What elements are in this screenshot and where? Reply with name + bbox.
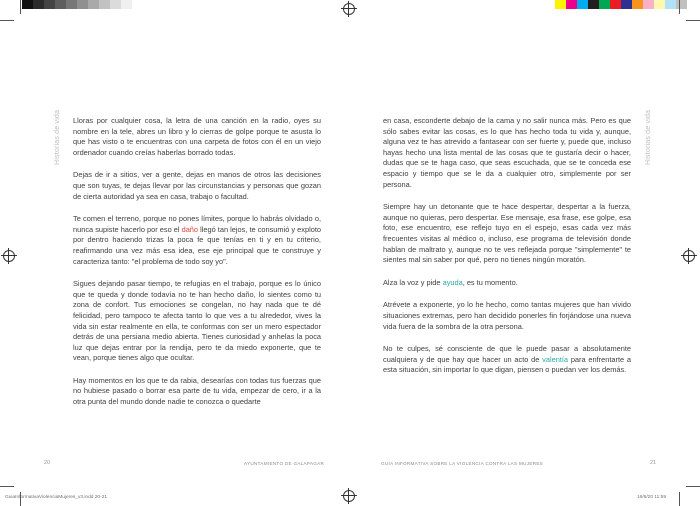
paragraph-text: para enfrentarte a esta situación, sin importar lo que digan, piensen o puedan ver los demás. xyxy=(383,354,631,375)
body-paragraph xyxy=(73,170,321,202)
paragraph-text: Alza la voz y pide xyxy=(383,277,443,287)
paragraph-text: Atrévete a exponerte, yo lo he hecho, como tantas mujeres que han vivido situaciones extremas, pero han decidido ponerles fin forjándose una nueva vida fuera de la sombra de la otra persona. xyxy=(383,300,631,331)
color-swatch xyxy=(665,0,676,9)
slug-datetime: 16/6/20 11:59 xyxy=(637,495,666,500)
gray-swatch xyxy=(33,0,44,9)
body-paragraph xyxy=(383,344,631,376)
gray-swatch xyxy=(22,0,33,9)
crop-mark xyxy=(0,20,14,21)
color-swatch xyxy=(555,0,566,9)
body-paragraph xyxy=(383,300,631,332)
gray-swatch xyxy=(44,0,55,9)
color-calibration-bar xyxy=(555,0,687,9)
crop-mark xyxy=(686,486,700,487)
color-swatch xyxy=(610,0,621,9)
crop-mark xyxy=(679,492,680,506)
body-paragraph xyxy=(73,376,321,408)
paragraph-text: llegó tan lejos, te consumió y exploto por dentro haciendo trizas la poca fe que tenías en ti y en tu criterio, reafirmando una vez más esa idea, ese eje principal que te construye y caracteriza tanto: "el problema de todo soy yo". xyxy=(73,224,321,266)
paragraph-text: , es tu momento. xyxy=(462,277,518,287)
paragraph-text: No te culpes, sé consciente de que le puede pasar a absolutamente cualquiera y de que hay que hacer un acto de xyxy=(383,344,631,364)
body-paragraph xyxy=(73,116,321,158)
paragraph-text: Te comen el terreno, porque no pones límites, porque lo habrás olvidado o, nunca supiste hacerlo por eso el xyxy=(73,214,321,234)
side-title-right: Historias de vida xyxy=(645,109,652,165)
gray-swatch xyxy=(99,0,110,9)
registration-mark-top xyxy=(343,3,355,15)
page-number-right: 21 xyxy=(650,460,657,466)
right-page-body xyxy=(383,116,631,388)
gray-swatch xyxy=(66,0,77,9)
color-swatch xyxy=(621,0,632,9)
body-paragraph xyxy=(383,116,631,190)
gray-swatch xyxy=(110,0,121,9)
color-swatch xyxy=(632,0,643,9)
gray-swatch xyxy=(55,0,66,9)
registration-mark-right xyxy=(683,250,695,262)
paragraph-text: Hay momentos en los que te da rabia, desearías con todas tus fuerzas que no hubiese pasado o borrar esa parte de tu vida, empezar de cero, ir a la otra punta del mundo donde nadie te conozca o quedarte xyxy=(73,375,321,407)
crop-mark xyxy=(0,486,14,487)
slug-filename: GuiaInformativaViolenciaMujeres_v3.indd 20-21 xyxy=(5,495,108,500)
paragraph-text: Dejas de ir a sitios, ver a gente, dejas en manos de otros las decisiones que son tuyas, te dejas llevar por las circunstancias y personas que gozan de cierta autoridad ya sea en casa, trabajo o facultad. xyxy=(73,170,321,201)
paragraph-text: Sigues dejando pasar tiempo, te refugias en el trabajo, porque es lo único que te queda y donde todavía no te han hecho daño, lo sientes como tu zona de confort. Tus emociones se congelan, no hay nada que te dé felicidad, pero tampoco te afecta tanto lo que ves a tu alrededor, vives la vida sin estar realmente en ella, te conformas con ser un mero espectador detrás de una persiana medio abierta. Tienes curiosidad y anhelas la poca luz que dejas entrar por la rendija, pero te da miedo exponerte, que te vean, porque tienes algo que ocultar. xyxy=(73,279,321,363)
paragraph-text: Siempre hay un detonante que te hace despertar, despertar a la fuerza, aunque no quieras, pero despertar. Ese mensaje, esa frase, ese golpe, esa foto, ese encuentro, ese reflejo tuyo en el espejo, esas cada vez más frecuentes visitas al médico o, incluso, ese programa de televisión donde hablan de maltrato y, aunque no te ves reflejada porque "simplemente" te sientes mal sin saber por qué, pero no tienes ningún moratón. xyxy=(383,202,631,265)
highlighted-word: valentía xyxy=(542,354,569,364)
color-swatch xyxy=(577,0,588,9)
body-paragraph xyxy=(383,202,631,266)
gray-swatch xyxy=(121,0,132,9)
footer-left: AYUNTAMIENTO DE GALAPAGAR xyxy=(244,461,325,466)
side-title-left: Historias de vida xyxy=(54,109,61,165)
page-number-left: 20 xyxy=(44,460,51,466)
color-swatch xyxy=(588,0,599,9)
color-swatch xyxy=(599,0,610,9)
registration-mark-left xyxy=(3,250,15,262)
body-paragraph xyxy=(73,214,321,267)
gray-swatch xyxy=(77,0,88,9)
color-swatch xyxy=(566,0,577,9)
left-page-body xyxy=(73,116,321,420)
crop-mark xyxy=(20,0,21,14)
highlighted-word: daño xyxy=(181,224,199,234)
body-paragraph xyxy=(383,278,631,289)
color-swatch xyxy=(654,0,665,9)
color-swatch xyxy=(676,0,687,9)
body-paragraph xyxy=(73,279,321,364)
color-swatch xyxy=(643,0,654,9)
highlighted-word: ayuda xyxy=(442,277,463,287)
crop-mark xyxy=(679,0,680,14)
gray-swatch xyxy=(88,0,99,9)
crop-mark xyxy=(686,20,700,21)
footer-right: GUÍA INFORMATIVA SOBRE LA VIOLENCIA CONTRA LAS MUJERES xyxy=(381,461,544,466)
paragraph-text: en casa, esconderte debajo de la cama y no salir nunca más. Pero es que sólo sabes evitar las cosas, es lo que has hecho toda tu vida y, aunque, alguna vez te has atrevido a fantasear con ser fuerte y, puede que, incluso hayas hecho una lista mental de las cosas que te gustaría decir o hacer, dudas que se te haga caso, que seas escuchada, que se te conceda ese espacio y tiempo que se le da a cualquier otro, simplemente por ser persona. xyxy=(383,116,631,189)
paragraph-text: Lloras por cualquier cosa, la letra de una canción en la radio, oyes su nombre en la tele, abres un libro y lo cierras de golpe porque te asusta lo que has visto o te encuentras con una carpeta de fotos con él en un viejo ordenador cuando creías haberlas borrado todas. xyxy=(73,116,321,157)
registration-mark-bottom xyxy=(343,490,355,502)
gray-calibration-bar xyxy=(22,0,132,9)
